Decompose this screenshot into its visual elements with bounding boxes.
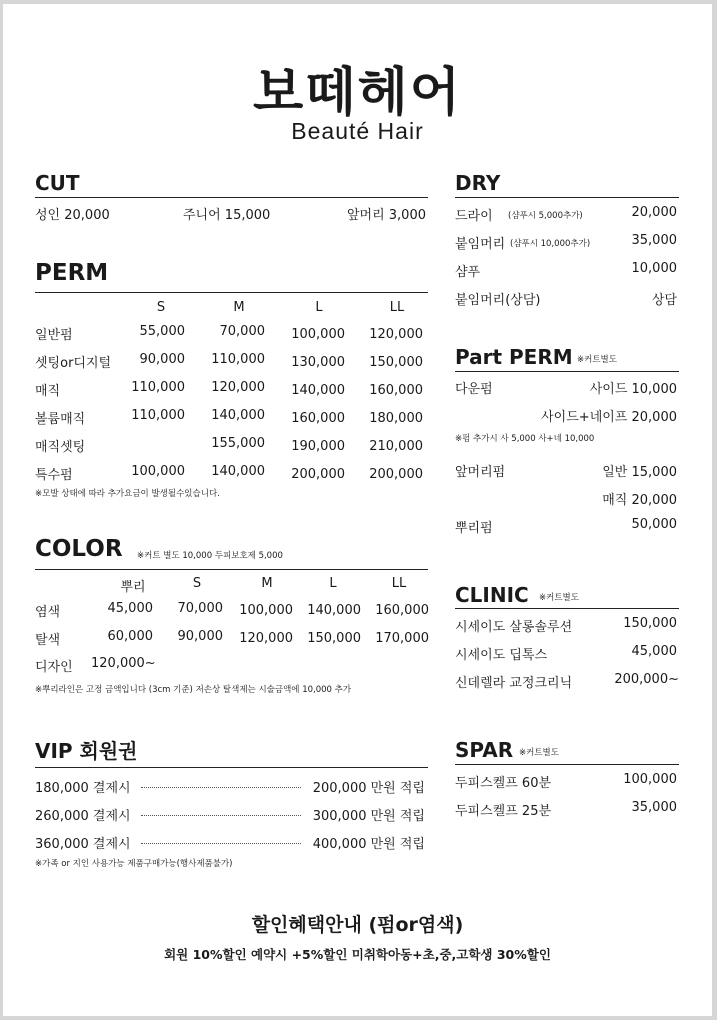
- part-perm-bang-label: 앞머리펌: [455, 465, 506, 480]
- dry-item-price: 10,000: [631, 261, 677, 276]
- perm-price: 120,000: [211, 380, 265, 395]
- perm-header-s: S: [156, 300, 166, 315]
- clinic-item-price: 45,000: [631, 644, 677, 659]
- color-price: 160,000: [375, 603, 429, 618]
- dry-item-price: 20,000: [631, 205, 677, 220]
- perm-price: 155,000: [211, 436, 265, 451]
- spar-item-price: 35,000: [631, 800, 677, 815]
- dry-item-name: 붙임머리(상담): [455, 293, 541, 308]
- spar-item-name: 두피스켈프 25분: [455, 804, 552, 819]
- color-design-label: 디자인: [35, 660, 73, 675]
- dry-item-name: 붙임머리: [455, 237, 506, 252]
- color-title: COLOR: [35, 536, 123, 562]
- menu-board: [3, 4, 712, 1016]
- brand-subtitle: Beauté Hair: [291, 118, 424, 144]
- dry-item-price: 35,000: [631, 233, 677, 248]
- color-rule: [35, 569, 428, 570]
- color-subnote: ※커트 별도 10,000 두피보호제 5,000: [137, 551, 283, 561]
- dry-item-name: 샴푸: [455, 265, 481, 280]
- vip-get: 400,000 만원 적립: [312, 837, 425, 852]
- vip-dots: [141, 787, 301, 788]
- color-price: 120,000: [239, 631, 293, 646]
- perm-row-name: 볼륨매직: [35, 412, 86, 427]
- dry-item-name: 드라이: [455, 209, 493, 224]
- spar-title: SPAR: [455, 738, 514, 762]
- perm-price: 100,000: [131, 464, 185, 479]
- perm-header-l: L: [315, 300, 323, 315]
- cut-title: CUT: [35, 171, 80, 195]
- vip-dots: [141, 843, 301, 844]
- perm-price: 160,000: [369, 383, 423, 398]
- cut-adult: 성인 20,000: [35, 208, 110, 223]
- perm-price: 190,000: [291, 439, 345, 454]
- vip-pay: 260,000 결제시: [35, 809, 131, 824]
- color-price: 150,000: [307, 631, 361, 646]
- perm-price: 200,000: [291, 467, 345, 482]
- color-price: 140,000: [307, 603, 361, 618]
- clinic-item-price: 200,000~: [614, 672, 679, 687]
- perm-price: 200,000: [369, 467, 423, 482]
- perm-price: 100,000: [291, 327, 345, 342]
- color-row-name: 염색: [35, 605, 61, 620]
- perm-rule: [35, 292, 428, 293]
- perm-row-name: 매직: [35, 384, 61, 399]
- dry-title: DRY: [455, 171, 501, 195]
- perm-price: 210,000: [369, 439, 423, 454]
- dry-item-note: (샴푸시 10,000추가): [510, 239, 591, 249]
- part-perm-rule: [455, 371, 679, 372]
- perm-price: 55,000: [139, 324, 185, 339]
- color-row-name: 탈색: [35, 633, 61, 648]
- perm-price: 120,000: [369, 327, 423, 342]
- part-perm-title: Part PERM: [455, 345, 573, 369]
- color-header: LL: [391, 576, 407, 591]
- perm-row-name: 셋팅or디지털: [35, 356, 112, 371]
- perm-price: 140,000: [211, 408, 265, 423]
- cut-junior: 주니어 15,000: [183, 208, 271, 223]
- perm-title: PERM: [35, 260, 109, 286]
- color-design-price: 120,000~: [91, 656, 156, 671]
- perm-price: 130,000: [291, 355, 345, 370]
- part-perm-subnote: ※커트별도: [577, 355, 617, 365]
- dry-rule: [455, 197, 679, 198]
- part-perm-down-label: 다운펌: [455, 382, 493, 397]
- vip-title: VIP 회원권: [35, 739, 138, 763]
- color-price: 60,000: [107, 629, 153, 644]
- spar-item-price: 100,000: [623, 772, 677, 787]
- clinic-item-price: 150,000: [623, 616, 677, 631]
- vip-dots: [141, 815, 301, 816]
- cut-bangs: 앞머리 3,000: [346, 208, 426, 223]
- perm-price: 110,000: [131, 380, 185, 395]
- clinic-title: CLINIC: [455, 583, 529, 607]
- perm-header-m: M: [233, 300, 245, 315]
- perm-price: 150,000: [369, 355, 423, 370]
- vip-pay: 180,000 결제시: [35, 781, 131, 796]
- perm-price: 70,000: [219, 324, 265, 339]
- dry-item-price: 상담: [651, 293, 677, 308]
- color-header: S: [192, 576, 202, 591]
- part-perm-note: ※펌 추가시 사 5,000 사+네 10,000: [455, 434, 595, 444]
- perm-note: ※모발 상태에 따라 추가요금이 발생될수있습니다.: [35, 489, 220, 499]
- discount-text: 회원 10%할인 예약시 +5%할인 미취학아동+초,중,고학생 30%할인: [164, 947, 551, 962]
- color-note: ※뿌리라인은 고정 금액입니다 (3cm 기준) 저손상 탈색제는 시술금액에 10,000 추가: [35, 685, 352, 695]
- spar-subnote: ※커트별도: [519, 748, 559, 758]
- color-header: 뿌리: [120, 580, 146, 595]
- perm-price: 180,000: [369, 411, 423, 426]
- perm-price: 90,000: [139, 352, 185, 367]
- clinic-item-name: 신데렐라 교정크리닉: [455, 676, 573, 691]
- vip-get: 300,000 만원 적립: [312, 809, 425, 824]
- discount-title: 할인혜택안내 (펌or염색): [251, 914, 464, 936]
- color-price: 45,000: [107, 601, 153, 616]
- color-price: 100,000: [239, 603, 293, 618]
- perm-price: 140,000: [211, 464, 265, 479]
- clinic-subnote: ※커트별도: [539, 593, 579, 603]
- color-header: L: [329, 576, 337, 591]
- perm-row-name: 특수펌: [35, 468, 73, 483]
- vip-get: 200,000 만원 적립: [312, 781, 425, 796]
- part-perm-bang-magic: 매직 20,000: [602, 493, 677, 508]
- part-perm-root-price: 50,000: [631, 517, 677, 532]
- color-price: 170,000: [375, 631, 429, 646]
- vip-pay: 360,000 결제시: [35, 837, 131, 852]
- dry-item-note: (샴푸시 5,000추가): [508, 211, 583, 221]
- part-perm-down-side: 사이드 10,000: [589, 382, 677, 397]
- part-perm-root-label: 뿌리펌: [455, 521, 493, 536]
- vip-note: ※가족 or 지인 사용가능 제품구매가능(행사제품불가): [35, 859, 233, 869]
- perm-header-ll: LL: [389, 300, 405, 315]
- color-price: 70,000: [177, 601, 223, 616]
- cut-rule: [35, 197, 428, 198]
- clinic-rule: [455, 608, 679, 609]
- color-price: 90,000: [177, 629, 223, 644]
- perm-price: 160,000: [291, 411, 345, 426]
- perm-price: 110,000: [131, 408, 185, 423]
- perm-row-name: 매직셋팅: [35, 440, 86, 455]
- vip-rule: [35, 767, 428, 768]
- part-perm-down-side-nape: 사이드+네이프 20,000: [541, 410, 677, 425]
- perm-row-name: 일반펌: [35, 328, 73, 343]
- clinic-item-name: 시세이도 딥톡스: [455, 648, 548, 663]
- spar-item-name: 두피스켈프 60분: [455, 776, 552, 791]
- part-perm-bang-normal: 일반 15,000: [602, 465, 677, 480]
- spar-rule: [455, 764, 679, 765]
- perm-price: 110,000: [211, 352, 265, 367]
- color-header: M: [261, 576, 273, 591]
- perm-price: 140,000: [291, 383, 345, 398]
- brand-title: 보떼헤어: [253, 63, 462, 123]
- clinic-item-name: 시세이도 살롱솔루션: [455, 620, 573, 635]
